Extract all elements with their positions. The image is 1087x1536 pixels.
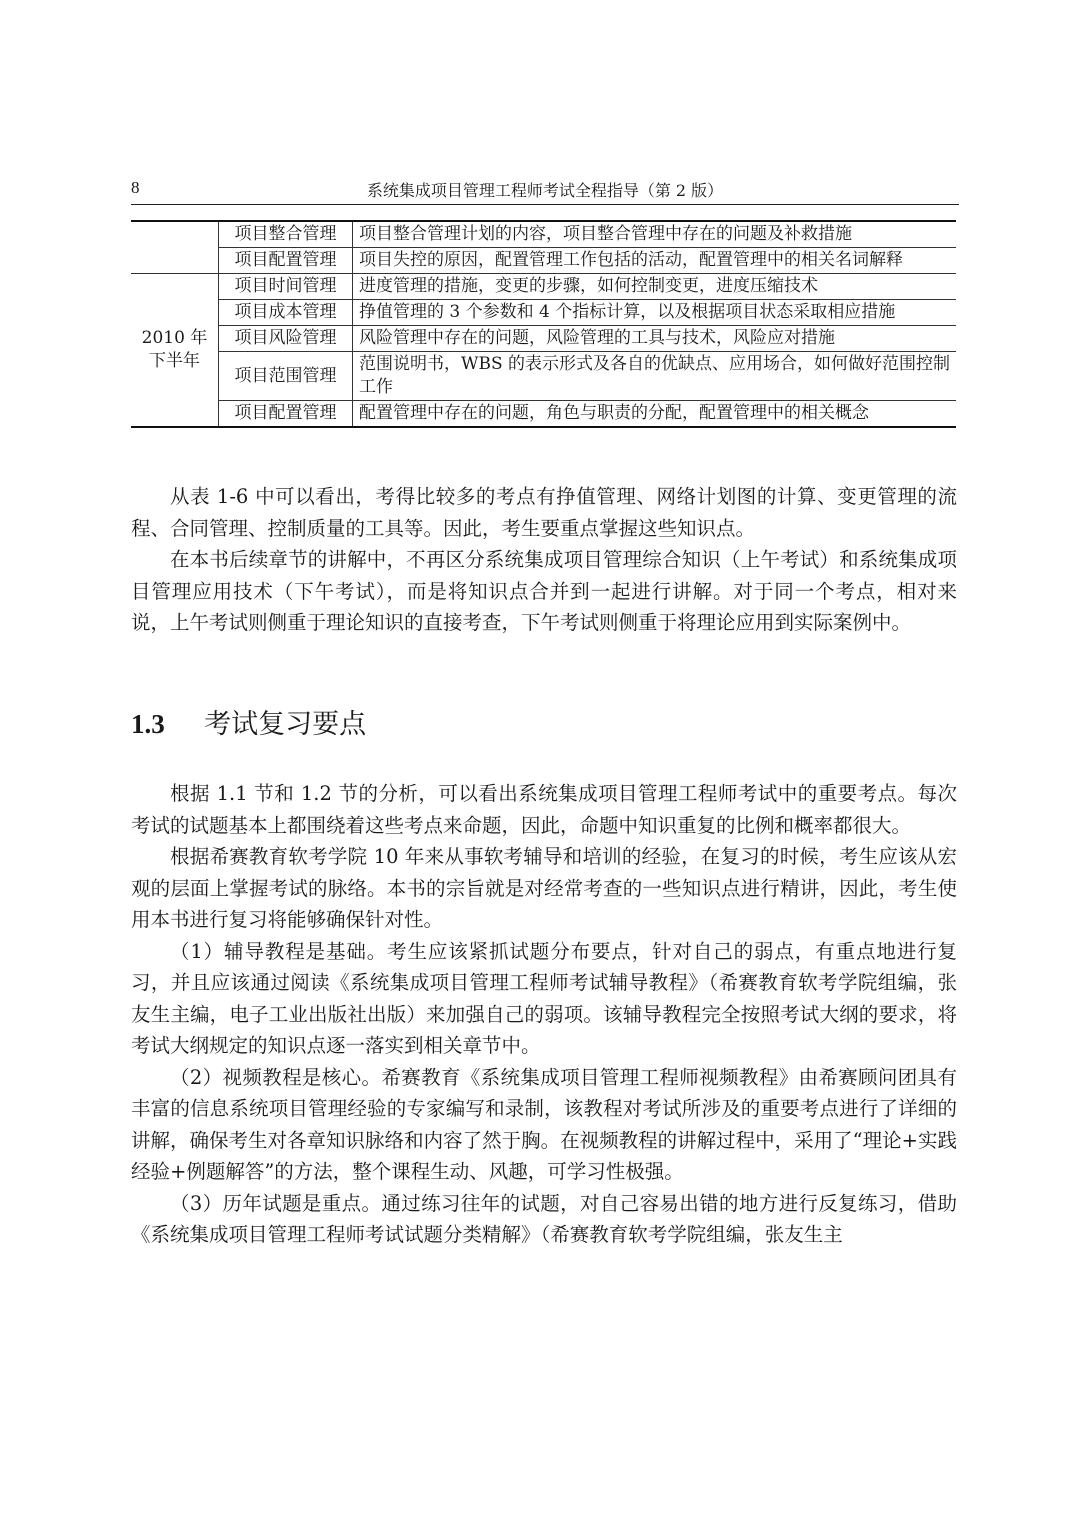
section-title: 考试复习要点 (204, 709, 367, 740)
section-heading (131, 702, 366, 741)
paragraph: 根据 1.1 节和 1.2 节的分析，可以看出系统集成项目管理工程师考试中的重要考点。每次考试的试题基本上都围绕着这些考点来命题，因此，命题中知识重复的比例和概率都很大。 (131, 782, 957, 837)
paragraph: 从表 1-6 中可以看出，考得比较多的考点有挣值管理、网络计划图的计算、变更管理的流程、合同管理、控制质量的工具等。因此，考生要重点掌握这些知识点。 (131, 485, 957, 540)
area-cell: 项目配置管理 (219, 401, 353, 428)
desc-cell: 配置管理中存在的问题，角色与职责的分配，配置管理中的相关概念 (353, 401, 957, 428)
table-row (131, 248, 956, 274)
section-number: 1.3 (131, 709, 165, 739)
paragraph: （2）视频教程是核心。希赛教育《系统集成项目管理工程师视频教程》由希赛顾问团具有丰富的信息系统项目管理经验的专家编写和录制，该教程对考试所涉及的重要考点进行了详细的讲解，确保考生对各章知识脉络和内容了然于胸。在视频教程的讲解过程中，采用了“理论+实践经验+例题解答”的方法，整个课程生动、风趣，可学习性极强。 (131, 1065, 957, 1183)
area-cell: 项目成本管理 (219, 300, 353, 326)
desc-cell: 项目整合管理计划的内容，项目整合管理中存在的问题及补救措施 (353, 221, 957, 248)
body-text-upper (131, 481, 957, 639)
desc-cell: 范围说明书，WBS 的表示形式及各自的优缺点、应用场合，如何做好范围控制工作 (353, 352, 957, 401)
area-cell: 项目配置管理 (219, 248, 353, 274)
table-row (131, 401, 956, 428)
area-cell: 项目风险管理 (219, 326, 353, 352)
year-label: 2010 年 (141, 328, 208, 348)
paragraph: （3）历年试题是重点。通过练习往年的试题，对自己容易出错的地方进行反复练习，借助《系统集成项目管理工程师考试试题分类精解》（希赛教育软考学院组编，张友生主 (131, 1191, 957, 1246)
exam-topics-table (131, 220, 956, 428)
table-row (131, 300, 956, 326)
area-cell: 项目时间管理 (219, 274, 353, 300)
running-title: 系统集成项目管理工程师考试全程指导（第 2 版） (366, 181, 724, 200)
half-label: 下半年 (149, 351, 200, 371)
area-cell: 项目整合管理 (219, 221, 353, 248)
page-number: 8 (131, 178, 140, 197)
table-row (131, 274, 956, 300)
body-text-lower (131, 778, 957, 1251)
year-cell-blank (131, 221, 219, 274)
desc-cell: 风险管理中存在的问题，风险管理的工具与技术，风险应对措施 (353, 326, 957, 352)
table-row (131, 352, 956, 401)
year-cell (131, 274, 219, 428)
paragraph: 根据希赛教育软考学院 10 年来从事软考辅导和培训的经验，在复习的时候，考生应该从宏观的层面上掌握考试的脉络。本书的宗旨就是对经常考查的一些知识点进行精讲，因此，考生使用本书进行复习将能够确保针对性。 (131, 845, 957, 931)
page-header (131, 176, 959, 205)
desc-cell: 进度管理的措施，变更的步骤，如何控制变更，进度压缩技术 (353, 274, 957, 300)
table-row (131, 326, 956, 352)
table-row (131, 221, 956, 248)
desc-cell: 挣值管理的 3 个参数和 4 个指标计算，以及根据项目状态采取相应措施 (353, 300, 957, 326)
desc-cell: 项目失控的原因，配置管理工作包括的活动，配置管理中的相关名词解释 (353, 248, 957, 274)
area-cell: 项目范围管理 (219, 352, 353, 401)
paragraph: （1）辅导教程是基础。考生应该紧抓试题分布要点，针对自己的弱点，有重点地进行复习，并且应该通过阅读《系统集成项目管理工程师考试辅导教程》（希赛教育软考学院组编，张友生主编，电子工业出版社出版）来加强自己的弱项。该辅导教程完全按照考试大纲的要求，将考试大纲规定的知识点逐一落实到相关章节中。 (131, 939, 957, 1057)
paragraph: 在本书后续章节的讲解中，不再区分系统集成项目管理综合知识（上午考试）和系统集成项目管理应用技术（下午考试），而是将知识点合并到一起进行讲解。对于同一个考点，相对来说，上午考试则侧重于理论知识的直接考查，下午考试则侧重于将理论应用到实际案例中。 (131, 548, 957, 634)
